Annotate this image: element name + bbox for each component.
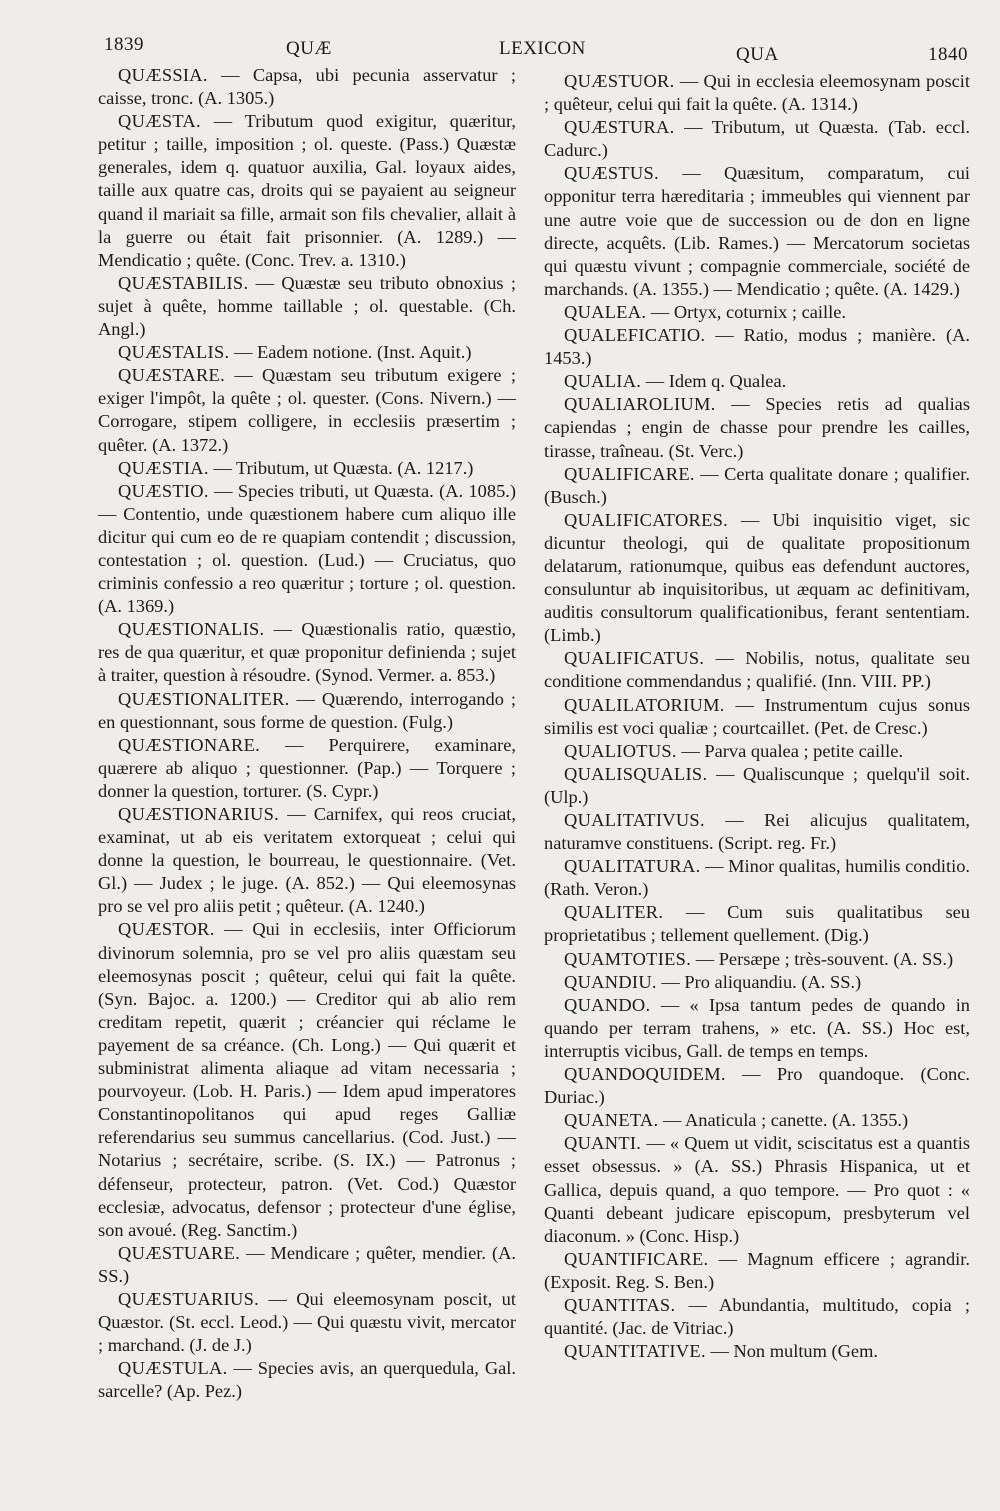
headword: QUALITATIVUS. <box>564 810 705 830</box>
headword: QUÆSTABILIS. <box>118 272 249 293</box>
entry-definition: — Species retis ad qualias capiendas ; engin de chasse pour prendre les cailles, tirasse, traîneau. (St. Verc.) <box>544 394 970 461</box>
headword: QUALEA. <box>564 301 647 322</box>
entry-definition: — Qui in ecclesia eleemosynam poscit ; quêteur, celui qui fait la quête. (A. 1314.) <box>544 71 970 115</box>
dictionary-entry <box>544 1063 970 1109</box>
headword: QUÆSTUARIUS. <box>118 1288 260 1309</box>
headword: QUÆSTULA. <box>118 1358 228 1379</box>
entry-definition: — Cum suis qualitatibus seu proprietatibus ; tellement quellement. (Dig.) <box>544 902 970 946</box>
dictionary-entry <box>544 901 970 947</box>
headword: QUANTITAS. <box>564 1294 676 1315</box>
dictionary-entry <box>544 70 970 116</box>
entry-definition: — Species tributi, ut Quæsta. (A. 1085.) — Contentio, unde quæstionem habere cum aliquo ille dicitur qui cum eo de re quapiam contendit ; discussion, contestation ; ol. question. (Lud.) — Cruciatus, quo criminis confessio a reo quæritur ; torture ; ol. question. (A. 1369.) <box>98 480 516 617</box>
dictionary-entry <box>544 162 970 301</box>
left-column <box>98 64 516 1403</box>
dictionary-entry <box>544 647 970 693</box>
headword: QUANDIU. <box>564 971 657 992</box>
headword: QUALIFICATUS. <box>564 648 705 669</box>
headword: QUÆSTURA. <box>564 117 675 138</box>
entry-definition: — Quæsitum, comparatum, cui opponitur terra hæreditaria ; immeubles qui viennent par une autre voie que de succession ou de don en ligne directe, acquêts. (Lib. Rames.) — Mercatorum societas qui quæstu vivunt ; compagnie commerciale, société de marchands. (A. 1355.) — Mendicatio ; quête. (A. 1429.) <box>544 163 970 299</box>
dictionary-entry <box>544 763 970 809</box>
entry-definition: — Pro quandoque. (Conc. Duriac.) <box>544 1064 970 1108</box>
headword: QUANDOQUIDEM. <box>564 1064 726 1085</box>
dictionary-entry <box>98 64 516 110</box>
dictionary-entry <box>544 116 970 162</box>
dictionary-entry <box>544 393 970 462</box>
entry-definition: — Ortyx, coturnix ; caille. <box>646 301 846 322</box>
dictionary-entry <box>544 324 970 370</box>
headword: QUÆSTIONARIUS. <box>118 804 280 824</box>
running-head-right: QUA <box>736 44 779 65</box>
dictionary-entry <box>98 803 516 918</box>
dictionary-entry <box>544 509 970 648</box>
dictionary-entry <box>544 370 970 393</box>
dictionary-entry <box>544 971 970 994</box>
entry-definition: — « Ipsa tantum pedes de quando in quando per terram trahens, » etc. (A. SS.) Hoc est, interruptis vicibus, Gall. de temps en temps. <box>544 994 970 1061</box>
dictionary-entry <box>98 618 516 687</box>
headword: QUÆSTARE. <box>118 365 225 386</box>
headword: QUANTIFICARE. <box>564 1248 709 1269</box>
entry-definition: — Mendicare ; quêter, mendier. (A. SS.) <box>98 1242 516 1286</box>
entry-definition: — Tributum, ut Quæsta. (A. 1217.) <box>208 457 474 478</box>
headword: QUALIFICATORES. <box>564 509 729 530</box>
headword: QUALIFICARE. <box>564 463 695 484</box>
dictionary-entry <box>544 463 970 509</box>
dictionary-entry <box>544 1132 970 1247</box>
dictionary-entry <box>544 994 970 1063</box>
dictionary-entry <box>98 1357 516 1403</box>
headword: QUALEFICATIO. <box>564 325 706 346</box>
headword: QUÆSTIA. <box>118 457 209 478</box>
entry-definition: — Qui eleemosynam poscit, ut Quæstor. (St. eccl. Leod.) — Qui quæstu vivit, mercator ; marchand. (J. de J.) <box>98 1288 516 1356</box>
entry-definition: — Magnum efficere ; agrandir. (Exposit. Reg. S. Ben.) <box>544 1248 970 1292</box>
dictionary-entry <box>544 1248 970 1294</box>
entry-definition: — Tributum, ut Quæsta. (Tab. eccl. Cadurc.) <box>544 117 970 161</box>
dictionary-entry <box>98 364 516 456</box>
dictionary-entry <box>544 694 970 740</box>
entry-definition: — Non multum (Gem. <box>705 1341 879 1362</box>
dictionary-entry <box>544 1340 970 1363</box>
dictionary-entry <box>98 272 516 341</box>
headword: QUALILATORIUM. <box>564 694 725 715</box>
entry-definition: — Eadem notione. (Inst. Aquit.) <box>229 342 472 363</box>
headword: QUÆSSIA. <box>118 65 208 85</box>
entry-definition: — Nobilis, notus, qualitate seu conditione commendandus ; qualifié. (Inn. VIII. PP.) <box>544 648 970 692</box>
entry-definition: — Tributum quod exigitur, quæritur, petitur ; taille, imposition ; ol. queste. (Pass.) Quæstæ generales, idem q. quatuor auxilia, Gal. loyaux aides, taille aux quatre cas, droits qui se payaient au seigneur quand il mariait sa fille, armait son fils chevalier, allait à la guerre ou était fait prisonnier. (A. 1289.) — Mendicatio ; quête. (Conc. Trev. a. 1310.) <box>98 111 516 270</box>
entry-definition: — Rei alicujus qualitatem, naturamve constituens. (Script. reg. Fr.) <box>544 810 970 854</box>
entry-definition: — Qualiscunque ; quelqu'il soit. (Ulp.) <box>544 763 970 807</box>
headword: QUÆSTOR. <box>118 919 215 940</box>
entry-definition: — Anaticula ; canette. (A. 1355.) <box>658 1110 909 1131</box>
headword: QUANETA. <box>564 1110 659 1131</box>
entry-definition: — Quærendo, interrogando ; en questionnant, sous forme de question. (Fulg.) <box>98 688 516 732</box>
headword: QUAMTOTIES. <box>564 948 692 969</box>
entry-definition: — Minor qualitas, humilis conditio. (Rath. Veron.) <box>544 856 970 900</box>
page-number-right: 1840 <box>928 44 968 65</box>
headword: QUÆSTIONALITER. <box>118 688 290 709</box>
entry-definition: — Carnifex, qui reos cruciat, examinat, ut ab eis veritatem extorqueat ; celui qui donne la question, le bourreau, le questionnaire. (Vet. Gl.) — Judex ; le juge. (A. 852.) — Qui eleemosynas pro se vel pro aliis petit ; quêteur. (A. 1240.) <box>98 804 516 917</box>
entry-definition: — Abundantia, multitudo, copia ; quantité. (Jac. de Vitriac.) <box>544 1294 970 1339</box>
dictionary-entry <box>98 1288 516 1357</box>
right-column <box>544 70 970 1363</box>
running-head-left: QUÆ <box>286 38 332 59</box>
entry-definition: — Capsa, ubi pecunia asservatur ; caisse, tronc. (A. 1305.) <box>98 65 516 109</box>
headword: QUÆSTUOR. <box>564 71 675 91</box>
entry-definition: — Quæstam seu tributum exigere ; exiger l'impôt, la quête ; ol. quester. (Cons. Nivern.) — Corrogare, stipem colligere, in ecclesiis præsertim ; quêter. (A. 1372.) <box>98 365 516 455</box>
headword: QUÆSTALIS. <box>118 342 230 363</box>
headword: QUÆSTIONALIS. <box>118 619 265 640</box>
entry-definition: — Perquirere, examinare, quærere ab aliquo ; questionner. (Pap.) — Torquere ; donner la question, torturer. (S. Cypr.) <box>98 734 516 801</box>
headword: QUÆSTUS. <box>564 163 659 184</box>
dictionary-entry <box>98 341 516 364</box>
dictionary-entry <box>544 1294 970 1340</box>
entry-definition: — Ubi inquisitio viget, sic dicuntur theologi, qui de qualitate propositionum delatarum, rationumque, quibus eas defendunt auctores, consuluntur ab inquisitoribus, ut æquam ac definitivam, auditis consultorum qualificationibus, ferant sententiam. (Limb.) <box>544 509 970 646</box>
dictionary-entry <box>98 457 516 480</box>
headword: QUALITER. <box>564 902 664 923</box>
dictionary-entry <box>544 1109 970 1132</box>
entry-definition: — Qui in ecclesiis, inter Officiorum divinorum solemnia, pro se vel pro aliis quæstam seu eleemosynas poscit ; quêteur, celui qui fait la quête. (Syn. Bajoc. a. 1200.) — Creditor qui ab alio rem creditam repetit, quærit ; créancier qui réclame le payement de sa créance. (Ch. Long.) — Qui quærit et subministrat alimenta aliaque ad vitam necessaria ; pourvoyeur. (Lob. H. Paris.) — Idem apud imperatores Constantinopolitanos qui apud reges Galliæ referendarius seu summus cancellarius. (Cod. Just.) — Notarius ; secrétaire, scribe. (S. IX.) — Patronus ; défenseur, protecteur, patron. (Vet. Cod.) Quæstor ecclesiæ, advocatus, defensor ; protecteur d'une église, son avoué. (Reg. Sanctim.) <box>98 919 516 1240</box>
headword: QUÆSTA. <box>118 111 201 132</box>
dictionary-entry <box>98 480 516 619</box>
entry-definition: — Ratio, modus ; manière. (A. 1453.) <box>544 325 970 369</box>
dictionary-entry <box>98 734 516 803</box>
page-number-left: 1839 <box>104 34 144 55</box>
running-title: LEXICON <box>499 38 586 59</box>
dictionary-entry <box>544 740 970 763</box>
headword: QUANTITATIVE. <box>564 1341 706 1362</box>
entry-definition: — Pro aliquandiu. (A. SS.) <box>656 971 862 992</box>
entry-definition: — Species avis, an querquedula, Gal. sarcelle? (Ap. Pez.) <box>98 1358 516 1402</box>
entry-definition: — Instrumentum cujus sonus similis est voci qualiæ ; courtcaillet. (Pet. de Cresc.) <box>544 694 970 738</box>
entry-definition: — « Quem ut vidit, sciscitatus est a quantis esset obsessus. » (A. SS.) Phrasis Hispanica, ut et Gallica, depuis quand, a quo tempore. — Pro quot : « Quanti debeant judicare episcopum, presbyterum vel diaconum. » (Conc. Hisp.) <box>544 1133 970 1246</box>
headword: QUALIAROLIUM. <box>564 394 716 415</box>
headword: QUALITATURA. <box>564 856 701 877</box>
headword: QUALIA. <box>564 371 642 392</box>
entry-definition: — Quæstæ seu tributo obnoxius ; sujet à quête, homme taillable ; ol. questable. (Ch. Angl.) <box>98 272 516 340</box>
headword: QUANDO. <box>564 994 651 1015</box>
entry-definition: — Persæpe ; très-souvent. (A. SS.) <box>691 948 954 969</box>
headword: QUÆSTUARE. <box>118 1242 241 1263</box>
dictionary-entry <box>98 918 516 1241</box>
dictionary-entry <box>544 809 970 855</box>
headword: QUANTI. <box>564 1133 642 1154</box>
entry-definition: — Parva qualea ; petite caille. <box>676 740 904 761</box>
dictionary-entry <box>544 301 970 324</box>
entry-definition: — Quæstionalis ratio, quæstio, res de qua quæritur, et quæ proponitur definienda ; sujet à traiter, question à résoudre. (Synod. Vermer. a. 853.) <box>98 619 516 686</box>
dictionary-entry <box>544 948 970 971</box>
dictionary-entry <box>544 855 970 901</box>
entry-definition: — Idem q. Qualea. <box>641 371 787 392</box>
entry-definition: — Certa qualitate donare ; qualifier. (Busch.) <box>544 463 970 507</box>
dictionary-entry <box>98 688 516 734</box>
headword: QUÆSTIO. <box>118 480 209 501</box>
dictionary-entry <box>98 110 516 272</box>
headword: QUÆSTIONARE. <box>118 734 261 755</box>
dictionary-entry <box>98 1242 516 1288</box>
headword: QUALISQUALIS. <box>564 763 708 784</box>
headword: QUALIOTUS. <box>564 740 677 761</box>
